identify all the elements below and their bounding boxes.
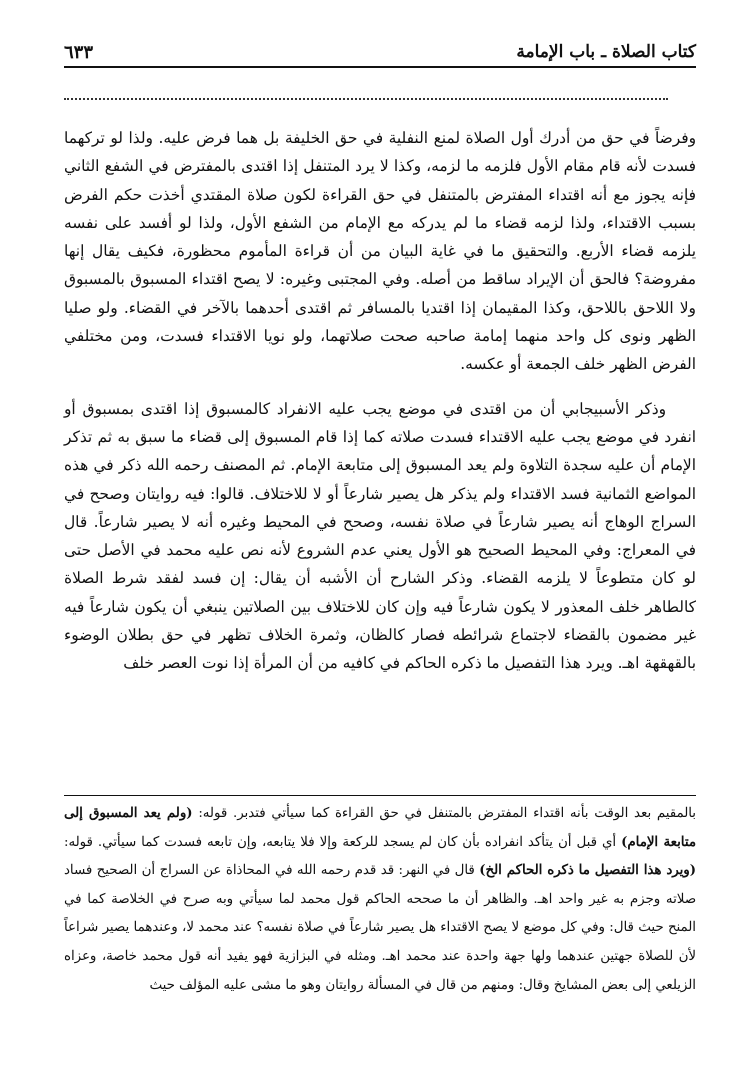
page-number: ٦٣٣ [64, 42, 94, 63]
footnote-lemma-1: (ولم يعد المسبوق إلى متابعة الإمام) [64, 806, 696, 850]
footnote-rule [64, 795, 696, 796]
dotted-separator [64, 98, 668, 100]
main-paragraph-1: وفرضاً في حق من أدرك أول الصلاة لمنع النفلية في حق الخليفة بل هما فرض عليه. ولذا لو تركهما فسدت لأنه قام مقام الأول فلزمه ما لزمه، وكذا لا يرد المتنفل إذا اقتدى بالمفترض في الشفع الثاني فإنه يجوز مع أنه اقتداء المفترض بالمتنفل في حق القراءة لكون صلاة المقتدي أخذت حكم الفرض بسبب الاقتداء، ولذا لزمه قضاء ما لم يدركه مع الإمام من الشفع الأول، ولذا لو أفسد على نفسه يلزمه قضاء الأربع. والتحقيق ما في غاية البيان من أن قراءة المأموم محظورة، فكيف يقال إنها مفروضة؟ فالحق أن الإيراد ساقط من أصله. وفي المجتبى وغيره: لا يصح اقتداء المسبوق بالمسبوق ولا اللاحق باللاحق، وكذا المقيمان إذا اقتديا بالمسافر ثم اقتدى أحدهما بالآخر في القضاء. ولو صليا الظهر ونوى كل واحد منهما إمامة صاحبه صحت صلاتهما، ولو نويا الاقتداء فسدت، ومن مختلفي الفرض الظهر خلف الجمعة أو عكسه. [64, 129, 696, 374]
header-rule [64, 66, 696, 68]
footnote-paragraph [64, 800, 696, 1000]
footnote-text-2: أي قبل أن يتأكد انفراده بأن كان لم يسجد للركعة وإلا فلا يتابعه، وإن تابعه فسدت كما سيأتي. قوله: [64, 834, 622, 850]
running-header-title: كتاب الصلاة ـ باب الإمامة [516, 42, 696, 62]
footnote-lemma-2: (ويرد هذا التفصيل ما ذكره الحاكم الخ) [479, 863, 696, 879]
footnote-text-1: بالمقيم بعد الوقت بأنه اقتداء المفترض بالمتنفل في حق القراءة كما سيأتي فتدبر. قوله: [192, 806, 696, 821]
footnote-text-3: قال في النهر: قد قدم رحمه الله في المحاذاة عن السراج أن الصحيح فساد صلاته وجزم به غير واحد اهـ. والظاهر أن ما صححه الحاكم قول محمد لما سيأتي وبه صرح في الخلاصة كما في المنح حيث قال: وفي كل موضع لا يصح الاقتداء هل يصير شارعاً في صلاة نفسه؟ عند محمد لا، وعندهما يصير شراعاً لأن للصلاة جهتين عندهما ولها جهة واحدة عند محمد اهـ. ومثله في البزازية فهو يفيد أنه قول محمد خاصة، وعزاه الزيلعي إلى بعض المشايخ وقال: ومنهم من قال في المسألة روايتان وهو ما مشى عليه المؤلف حيث [64, 863, 696, 993]
main-paragraph-2: وذكر الأسبيجابي أن من اقتدى في موضع يجب عليه الانفراد كالمسبوق إذا اقتدى بمسبوق أو انفرد في موضع يجب عليه الاقتداء فسدت صلاته كما إذا قام المسبوق إلى قضاء ما سبق به ثم تذكر الإمام أن عليه سجدة التلاوة ولم يعد المسبوق إلى متابعة الإمام. ثم المصنف رحمه الله ذكر في هذه المواضع الثمانية فسد الاقتداء ولم يذكر هل يصير شارعاً أو لا للاختلاف. قالوا: فيه روايتان وصحح في السراج الوهاج أنه يصير شارعاً في صلاة نفسه، وصحح في المحيط وغيره أنه لا يصير شارعاً. قال في المعراج: وفي المحيط الصحيح هو الأول يعني عدم الشروع لأنه نص عليه محمد في الأصل حتى لو كان متطوعاً لا يلزمه القضاء. وذكر الشارح أن الأشبه أن يقال: إن فسد لفقد شرط الصلاة كالطاهر خلف المعذور لا يكون شارعاً فيه وإن كان للاختلاف بين الصلاتين ينبغي أن يكون شارعاً فيه غير مضمون بالقضاء لاجتماع شرائطه فصار كالظان، وثمرة الخلاف تظهر في حق بطلان الوضوء بالقهقهة اهـ. ويرد هذا التفصيل ما ذكره الحاكم في كافيه من أن المرأة إذا نوت العصر خلف [64, 399, 696, 673]
footnotes [64, 800, 696, 1000]
page-header [64, 36, 696, 70]
main-text [64, 124, 696, 678]
